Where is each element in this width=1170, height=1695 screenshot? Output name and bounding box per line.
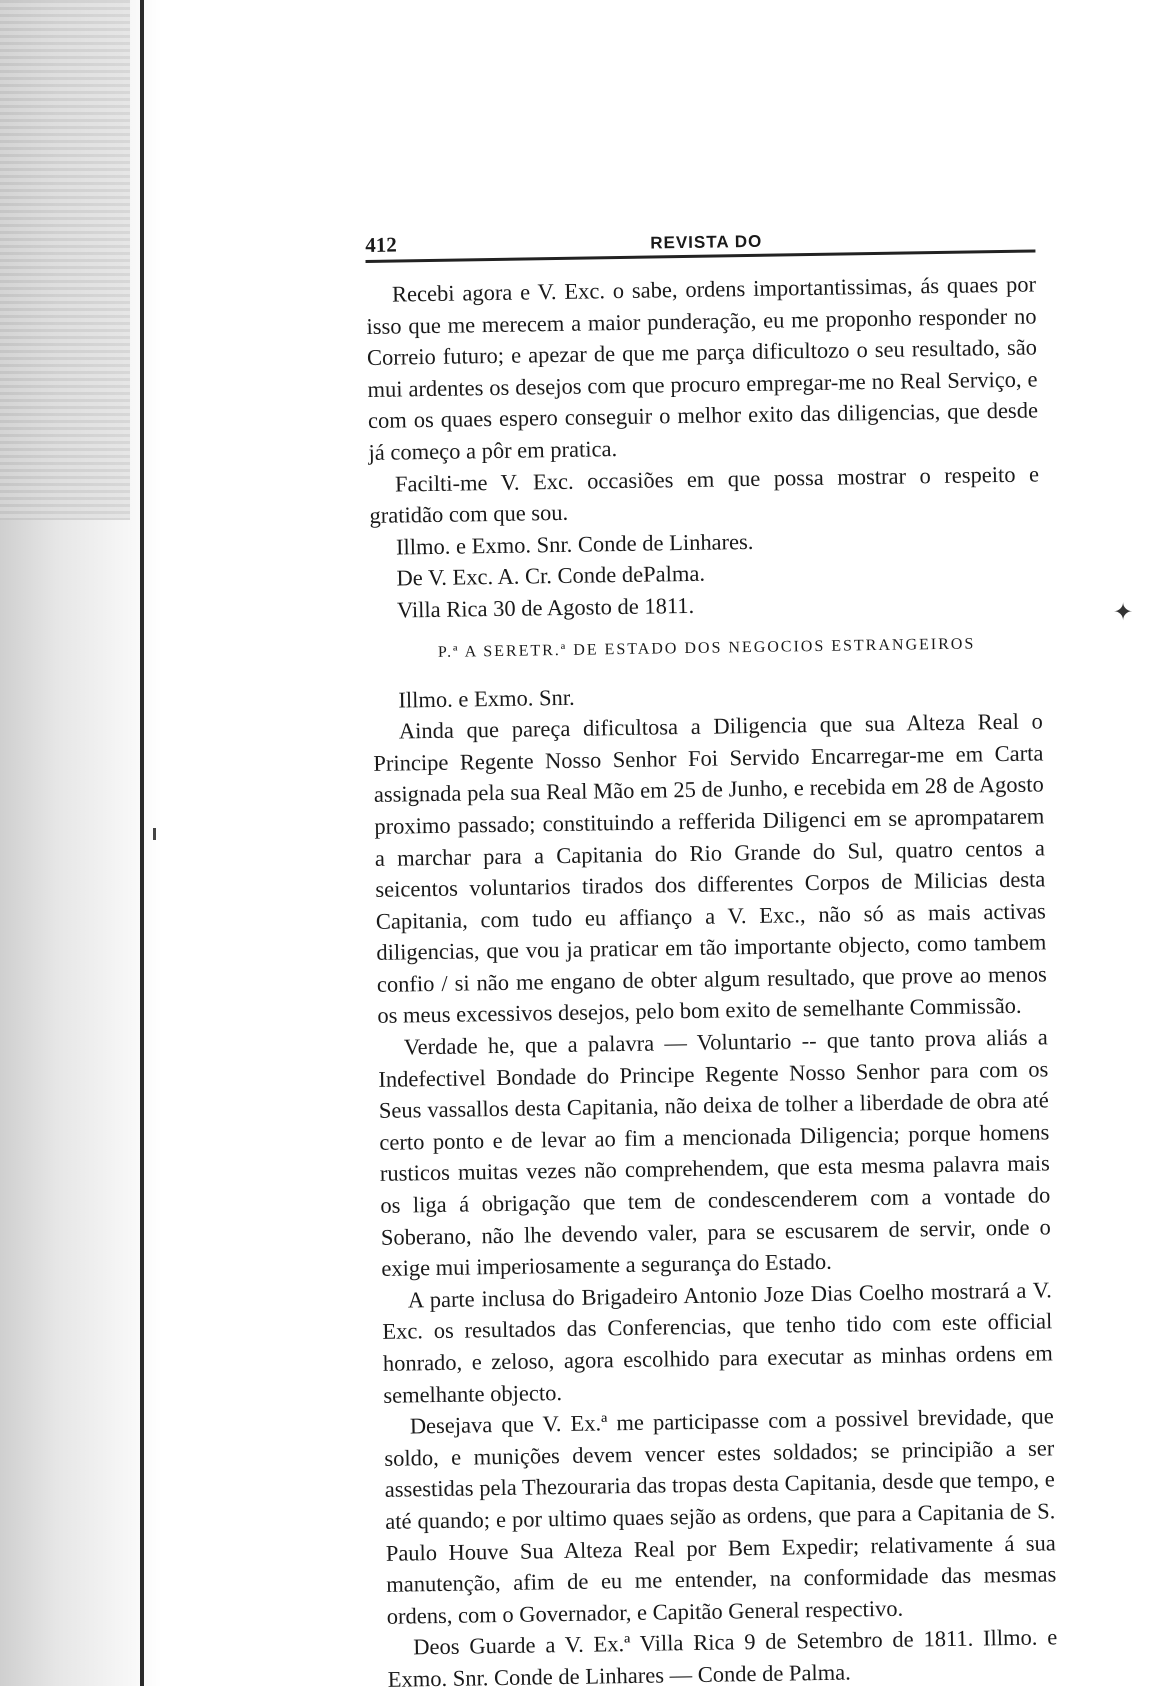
closing-line-2: De V. Exc. A. Cr. Conde dePalma. (396, 561, 706, 591)
page-text (366, 268, 1058, 1695)
closing-line-1: Illmo. e Exmo. Snr. Conde de Linhares. (395, 528, 754, 560)
salutation: Illmo. e Exmo. Snr. (398, 684, 575, 713)
paragraph-4: Verdade he, que a palavra — Voluntario -- que tanto prova aliás a Indefectivel Bondade do Principe Regente Nosso Senhor para com os Seus vassallos desta Capitania, não deixa de tolher a liberdade de obra até certo ponto e de levar ao fim a mencionada Diligencia; porque homens rusticos muitas vezes não comprehendem, que esta mesma palavra mais os liga á obrigação que tem de condescenderem com a vontade do Soberano, não lhe devendo valer, para se escusarem de servir, onde o exige mui imperiosamente a segurança do Estado. (378, 1024, 1051, 1282)
paragraph-1: Recebi agora e V. Exc. o sabe, ordens importantissimas, ás quaes por isso que me merecem a maior punderação, eu me proponho responder no Correio futuro; e apezar de que me parça dificultozo o seu resultado, são mui ardentes os desejos com que procuro empregar-me no Real Serviço, e com os quaes espero conseguir o melhor exito das diligencias, que desde já começo a pôr em pratica. (366, 271, 1039, 465)
paragraph-5: A parte inclusa do Brigadeiro Antonio Joze Dias Coelho mostrará a V. Exc. os resultados das Conferencias, que tenho tido com este official honrado, e zeloso, agora escolhido para executar as minhas ordens em semelhante objecto. (382, 1277, 1053, 1408)
paragraph-7: Deos Guarde a V. Ex.ª Villa Rica 9 de Setembro de 1811. Illmo. e Exmo. Snr. Conde de Linhares — Conde de Palma. (387, 1624, 1058, 1692)
paragraph-6: Desejava que V. Ex.ª me participasse com a possivel brevidade, que soldo, e munições devem vencer estes soldados; se principião a ser assestidas pela Thezouraria das tropas desta Capitania, desde que tempo, e até quando; e por ultimo quaes sejão as ordens, que para a Capitania de S. Paulo Houve Sua Alteza Real por Bem Expedir; relativamente á sua manutenção, afim de eu me entender, na conformidade das mesmas ordens, com o Governador, e Capitão General respectivo. (384, 1403, 1057, 1629)
running-title: REVISTA DO (650, 231, 763, 253)
page-header (365, 217, 1035, 263)
closing-line-3: Villa Rica 30 de Agosto de 1811. (396, 592, 695, 623)
paragraph-3: Ainda que pareça dificultosa a Diligencia que sua Alteza Real o Principe Regente Nosso Senhor Foi Servido Encarregar-me em Carta assignada pela sua Real Mão em 25 de Junho, e recebida em 28 de Agosto proximo passado; constituindo a refferida Diligenci em se aprompatarem a marchar para a Capitania do Rio Grande do Sul, quatro centos a seicentos voluntarios tirados dos differentes Corpos de Milicias desta Capitania, com tudo eu affianço a V. Exc., não só as mais activas diligencias, que vou ja praticar em tão importante objecto, como tambem confio / si não me engano de obter algum resultado, que prove ao menos os meus excessivos desejos, pelo bom exito de semelhante Commissão. (373, 708, 1047, 1029)
margin-tick (153, 828, 156, 840)
registration-mark-icon: ✦ (1113, 598, 1134, 626)
scan-gutter-noise (0, 0, 130, 520)
document-page (365, 217, 1058, 1695)
section-heading: P.ª A SERETR.ª DE ESTADO DOS NEGOCIOS ESTRANGEIROS (437, 634, 976, 661)
page-number: 412 (365, 232, 397, 257)
paragraph-2: Facilti-me V. Exc. occasiões em que possa mostrar o respeito e gratidão com que sou. (369, 461, 1040, 529)
binding-edge (140, 0, 144, 1686)
